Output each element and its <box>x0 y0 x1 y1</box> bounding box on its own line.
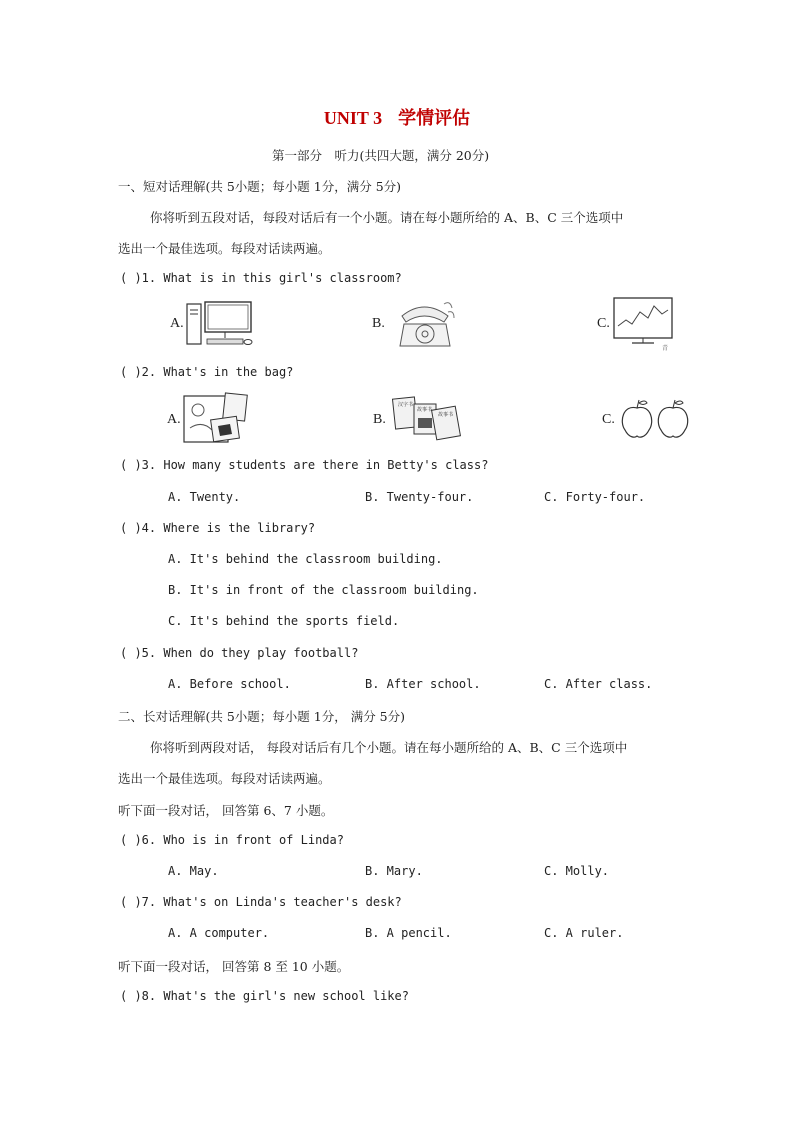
dialog1-intro: 听下面一段对话， 回答第 6、7 小题。 <box>118 803 334 818</box>
monitor-mark: 青 <box>662 345 669 352</box>
q6-option-c: C. Molly. <box>544 864 610 878</box>
q3-option-b: B. Twenty-four. <box>365 490 474 504</box>
q3-option-c: C. Forty-four. <box>544 490 646 504</box>
question-3: ( )3. How many students are there in Betty's class? <box>120 458 489 472</box>
question-1: ( )1. What is in this girl's classroom? <box>120 271 402 285</box>
section2-instruction-cont: 选出一个最佳选项。每段对话读两遍。 <box>118 771 331 786</box>
question-4: ( )4. Where is the library? <box>120 521 316 535</box>
computer-icon <box>185 296 255 348</box>
book-title-3: 故事书 <box>438 412 454 418</box>
q3-option-a: A. Twenty. <box>168 490 241 504</box>
part-heading: 第一部分 听力(共四大题，满分 20分) <box>272 148 490 163</box>
question-8: ( )8. What's the girl's new school like? <box>120 989 409 1003</box>
q1-option-b-label: B. <box>372 316 385 331</box>
section2-title: 二、长对话理解(共 5小题；每小题 1分， 满分 5分) <box>118 709 406 724</box>
q7-option-a: A. A computer. <box>168 926 270 940</box>
monitor-icon <box>612 296 674 352</box>
section2-instruction: 你将听到两段对话， 每段对话后有几个小题。请在每小题所给的 A、B、C 三个选项中 <box>150 740 628 755</box>
q4-option-a: A. It's behind the classroom building. <box>168 552 443 566</box>
q1-option-c-label: C. <box>597 316 610 331</box>
section1-instruction: 你将听到五段对话，每段对话后有一个小题。请在每小题所给的 A、B、C 三个选项中 <box>150 210 624 225</box>
q4-option-c: C. It's behind the sports field. <box>168 614 400 628</box>
question-5: ( )5. When do they play football? <box>120 646 359 660</box>
section1-title: 一、短对话理解(共 5小题；每小题 1分，满分 5分) <box>118 179 402 194</box>
q2-option-a-label: A. <box>167 412 181 427</box>
q7-option-c: C. A ruler. <box>544 926 624 940</box>
q2-option-c-label: C. <box>602 412 615 427</box>
page-title <box>0 104 794 130</box>
q2-option-b-label: B. <box>373 412 386 427</box>
q6-option-a: A. May. <box>168 864 219 878</box>
section1-instruction-cont: 选出一个最佳选项。每段对话读两遍。 <box>118 241 331 256</box>
dialog2-intro: 听下面一段对话， 回答第 8 至 10 小题。 <box>118 959 350 974</box>
question-6: ( )6. Who is in front of Linda? <box>120 833 344 847</box>
telephone-icon <box>394 296 456 352</box>
unit-label: UNIT 3 <box>323 108 383 128</box>
question-7: ( )7. What's on Linda's teacher's desk? <box>120 895 402 909</box>
q4-option-b: B. It's in front of the classroom building. <box>168 583 479 597</box>
q5-option-c: C. After class. <box>544 677 653 691</box>
book-title-2: 故事书 <box>417 407 433 413</box>
subject-label: 学情评估 <box>398 108 471 128</box>
books-icon <box>392 396 462 442</box>
pictures-icon <box>182 392 250 446</box>
question-2: ( )2. What's in the bag? <box>120 365 294 379</box>
q6-option-b: B. Mary. <box>365 864 423 878</box>
q7-option-b: B. A pencil. <box>365 926 452 940</box>
apples-icon <box>619 398 691 440</box>
book-title-1: 汉字书 <box>398 402 414 408</box>
q5-option-a: A. Before school. <box>168 677 291 691</box>
q5-option-b: B. After school. <box>365 677 481 691</box>
q1-option-a-label: A. <box>170 316 184 331</box>
